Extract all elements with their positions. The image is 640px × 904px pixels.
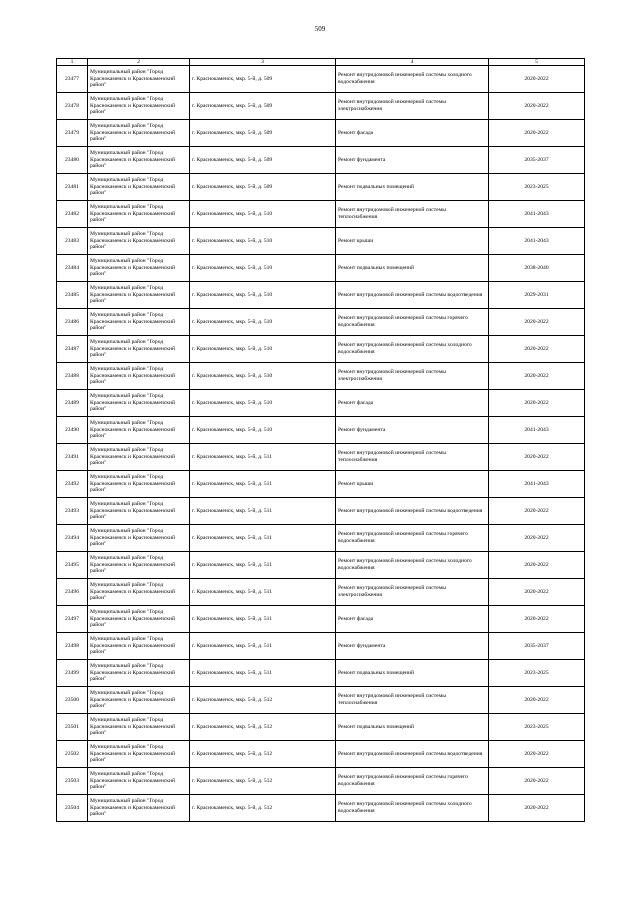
address-cell: г. Краснокаменск, мкр. 5-й, д. 510 (190, 309, 336, 336)
table-row (57, 660, 585, 687)
period-cell: 2020-2022 (489, 309, 585, 336)
row-number-cell: 23488 (57, 363, 88, 390)
municipality-cell: Муниципальный район "Город Краснокаменск и Краснокаменский район" (88, 228, 190, 255)
work-type-cell: Ремонт крыши (336, 228, 489, 255)
address-cell: г. Краснокаменск, мкр. 5-й, д. 510 (190, 255, 336, 282)
row-number-cell: 23495 (57, 552, 88, 579)
table-row (57, 93, 585, 120)
period-cell: 2041-2043 (489, 201, 585, 228)
municipality-cell: Муниципальный район "Город Краснокаменск и Краснокаменский район" (88, 66, 190, 93)
municipality-cell: Муниципальный район "Город Краснокаменск и Краснокаменский район" (88, 552, 190, 579)
row-number-cell: 23496 (57, 579, 88, 606)
work-type-cell: Ремонт фундамента (336, 633, 489, 660)
row-number-cell: 23483 (57, 228, 88, 255)
municipality-cell: Муниципальный район "Город Краснокаменск и Краснокаменский район" (88, 471, 190, 498)
address-cell: г. Краснокаменск, мкр. 5-й, д. 509 (190, 147, 336, 174)
municipality-cell: Муниципальный район "Город Краснокаменск и Краснокаменский район" (88, 741, 190, 768)
municipality-cell: Муниципальный район "Город Краснокаменск и Краснокаменский район" (88, 687, 190, 714)
row-number-cell: 23479 (57, 120, 88, 147)
address-cell: г. Краснокаменск, мкр. 5-й, д. 511 (190, 552, 336, 579)
municipality-cell: Муниципальный район "Город Краснокаменск и Краснокаменский район" (88, 579, 190, 606)
table-row (57, 498, 585, 525)
table-row (57, 336, 585, 363)
row-number-cell: 23502 (57, 741, 88, 768)
address-cell: г. Краснокаменск, мкр. 5-й, д. 511 (190, 471, 336, 498)
address-cell: г. Краснокаменск, мкр. 5-й, д. 512 (190, 687, 336, 714)
municipality-cell: Муниципальный район "Город Краснокаменск и Краснокаменский район" (88, 282, 190, 309)
period-cell: 2020-2022 (489, 390, 585, 417)
period-cell: 2041-2043 (489, 228, 585, 255)
column-header: 3 (190, 59, 336, 66)
municipality-cell: Муниципальный район "Город Краснокаменск и Краснокаменский район" (88, 255, 190, 282)
work-type-cell: Ремонт внутридомовой инженерной системы холодного водоснабжения (336, 336, 489, 363)
table-row (57, 768, 585, 795)
period-cell: 2041-2043 (489, 417, 585, 444)
work-type-cell: Ремонт внутридомовой инженерной системы теплоснабжения (336, 444, 489, 471)
municipality-cell: Муниципальный район "Город Краснокаменск и Краснокаменский район" (88, 309, 190, 336)
address-cell: г. Краснокаменск, мкр. 5-й, д. 512 (190, 741, 336, 768)
period-cell: 2020-2022 (489, 66, 585, 93)
row-number-cell: 23493 (57, 498, 88, 525)
period-cell: 2023-2025 (489, 174, 585, 201)
municipality-cell: Муниципальный район "Город Краснокаменск и Краснокаменский район" (88, 660, 190, 687)
period-cell: 2020-2022 (489, 498, 585, 525)
work-type-cell: Ремонт подвальных помещений (336, 174, 489, 201)
period-cell: 2020-2022 (489, 93, 585, 120)
row-number-cell: 23486 (57, 309, 88, 336)
table-row (57, 147, 585, 174)
repair-schedule-table (56, 58, 585, 822)
period-cell: 2035-2037 (489, 633, 585, 660)
period-cell: 2020-2022 (489, 606, 585, 633)
municipality-cell: Муниципальный район "Город Краснокаменск и Краснокаменский район" (88, 444, 190, 471)
work-type-cell: Ремонт фундамента (336, 147, 489, 174)
row-number-cell: 23491 (57, 444, 88, 471)
address-cell: г. Краснокаменск, мкр. 5-й, д. 510 (190, 201, 336, 228)
table-row (57, 66, 585, 93)
municipality-cell: Муниципальный район "Город Краснокаменск и Краснокаменский район" (88, 498, 190, 525)
address-cell: г. Краснокаменск, мкр. 5-й, д. 510 (190, 417, 336, 444)
work-type-cell: Ремонт подвальных помещений (336, 255, 489, 282)
row-number-cell: 23501 (57, 714, 88, 741)
municipality-cell: Муниципальный район "Город Краснокаменск и Краснокаменский район" (88, 390, 190, 417)
work-type-cell: Ремонт внутридомовой инженерной системы водоотведения (336, 741, 489, 768)
address-cell: г. Краснокаменск, мкр. 5-й, д. 512 (190, 714, 336, 741)
municipality-cell: Муниципальный район "Город Краснокаменск и Краснокаменский район" (88, 120, 190, 147)
work-type-cell: Ремонт внутридомовой инженерной системы водоотведения (336, 498, 489, 525)
row-number-cell: 23487 (57, 336, 88, 363)
work-type-cell: Ремонт фундамента (336, 417, 489, 444)
row-number-cell: 23499 (57, 660, 88, 687)
municipality-cell: Муниципальный район "Город Краснокаменск и Краснокаменский район" (88, 147, 190, 174)
row-number-cell: 23498 (57, 633, 88, 660)
municipality-cell: Муниципальный район "Город Краснокаменск и Краснокаменский район" (88, 606, 190, 633)
table-row (57, 309, 585, 336)
address-cell: г. Краснокаменск, мкр. 5-й, д. 509 (190, 120, 336, 147)
row-number-cell: 23492 (57, 471, 88, 498)
table-row (57, 525, 585, 552)
work-type-cell: Ремонт внутридомовой инженерной системы холодного водоснабжения (336, 66, 489, 93)
row-number-cell: 23500 (57, 687, 88, 714)
address-cell: г. Краснокаменск, мкр. 5-й, д. 510 (190, 282, 336, 309)
table-row (57, 741, 585, 768)
address-cell: г. Краснокаменск, мкр. 5-й, д. 511 (190, 660, 336, 687)
table-row (57, 687, 585, 714)
work-type-cell: Ремонт фасада (336, 120, 489, 147)
address-cell: г. Краснокаменск, мкр. 5-й, д. 509 (190, 174, 336, 201)
row-number-cell: 23481 (57, 174, 88, 201)
period-cell: 2023-2025 (489, 660, 585, 687)
table-row (57, 606, 585, 633)
table-row (57, 228, 585, 255)
period-cell: 2020-2022 (489, 687, 585, 714)
table-row (57, 579, 585, 606)
row-number-cell: 23484 (57, 255, 88, 282)
address-cell: г. Краснокаменск, мкр. 5-й, д. 512 (190, 795, 336, 822)
work-type-cell: Ремонт внутридомовой инженерной системы горячего водоснабжения (336, 768, 489, 795)
municipality-cell: Муниципальный район "Город Краснокаменск и Краснокаменский район" (88, 417, 190, 444)
table-row (57, 552, 585, 579)
table-row (57, 633, 585, 660)
address-cell: г. Краснокаменск, мкр. 5-й, д. 510 (190, 390, 336, 417)
table-body (57, 66, 585, 822)
period-cell: 2029-2031 (489, 282, 585, 309)
address-cell: г. Краснокаменск, мкр. 5-й, д. 511 (190, 525, 336, 552)
municipality-cell: Муниципальный район "Город Краснокаменск и Краснокаменский район" (88, 714, 190, 741)
address-cell: г. Краснокаменск, мкр. 5-й, д. 511 (190, 606, 336, 633)
row-number-cell: 23503 (57, 768, 88, 795)
row-number-cell: 23490 (57, 417, 88, 444)
address-cell: г. Краснокаменск, мкр. 5-й, д. 512 (190, 768, 336, 795)
table-row (57, 120, 585, 147)
period-cell: 2023-2025 (489, 714, 585, 741)
municipality-cell: Муниципальный район "Город Краснокаменск и Краснокаменский район" (88, 174, 190, 201)
row-number-cell: 23497 (57, 606, 88, 633)
work-type-cell: Ремонт крыши (336, 471, 489, 498)
table-row (57, 444, 585, 471)
municipality-cell: Муниципальный район "Город Краснокаменск и Краснокаменский район" (88, 768, 190, 795)
row-number-cell: 23494 (57, 525, 88, 552)
table-row (57, 390, 585, 417)
work-type-cell: Ремонт внутридомовой инженерной системы теплоснабжения (336, 201, 489, 228)
row-number-cell: 23477 (57, 66, 88, 93)
column-header: 2 (88, 59, 190, 66)
row-number-cell: 23482 (57, 201, 88, 228)
period-cell: 2020-2022 (489, 768, 585, 795)
table-row (57, 255, 585, 282)
period-cell: 2020-2022 (489, 525, 585, 552)
work-type-cell: Ремонт внутридомовой инженерной системы электроснабжения (336, 363, 489, 390)
address-cell: г. Краснокаменск, мкр. 5-й, д. 510 (190, 228, 336, 255)
table-row (57, 471, 585, 498)
work-type-cell: Ремонт внутридомовой инженерной системы холодного водоснабжения (336, 795, 489, 822)
work-type-cell: Ремонт фасада (336, 606, 489, 633)
work-type-cell: Ремонт внутридомовой инженерной системы холодного водоснабжения (336, 552, 489, 579)
table-row (57, 795, 585, 822)
municipality-cell: Муниципальный район "Город Краснокаменск и Краснокаменский район" (88, 336, 190, 363)
table-row (57, 363, 585, 390)
table-row (57, 714, 585, 741)
work-type-cell: Ремонт внутридомовой инженерной системы электроснабжения (336, 579, 489, 606)
address-cell: г. Краснокаменск, мкр. 5-й, д. 511 (190, 633, 336, 660)
period-cell: 2020-2022 (489, 336, 585, 363)
row-number-cell: 23489 (57, 390, 88, 417)
address-cell: г. Краснокаменск, мкр. 5-й, д. 511 (190, 579, 336, 606)
work-type-cell: Ремонт фасада (336, 390, 489, 417)
period-cell: 2020-2022 (489, 795, 585, 822)
period-cell: 2020-2022 (489, 444, 585, 471)
work-type-cell: Ремонт подвальных помещений (336, 660, 489, 687)
page-number: 509 (314, 25, 326, 33)
work-type-cell: Ремонт внутридомовой инженерной системы горячего водоснабжения (336, 525, 489, 552)
row-number-cell: 23480 (57, 147, 88, 174)
table-row (57, 201, 585, 228)
address-cell: г. Краснокаменск, мкр. 5-й, д. 510 (190, 336, 336, 363)
work-type-cell: Ремонт внутридомовой инженерной системы электроснабжения (336, 93, 489, 120)
period-cell: 2020-2022 (489, 579, 585, 606)
work-type-cell: Ремонт внутридомовой инженерной системы теплоснабжения (336, 687, 489, 714)
address-cell: г. Краснокаменск, мкр. 5-й, д. 511 (190, 444, 336, 471)
table-row (57, 417, 585, 444)
column-header: 1 (57, 59, 88, 66)
period-cell: 2038-2040 (489, 255, 585, 282)
period-cell: 2020-2022 (489, 741, 585, 768)
column-number-row (57, 59, 585, 66)
period-cell: 2035-2037 (489, 147, 585, 174)
table-row (57, 282, 585, 309)
municipality-cell: Муниципальный район "Город Краснокаменск и Краснокаменский район" (88, 363, 190, 390)
address-cell: г. Краснокаменск, мкр. 5-й, д. 509 (190, 66, 336, 93)
row-number-cell: 23485 (57, 282, 88, 309)
period-cell: 2041-2043 (489, 471, 585, 498)
column-header: 5 (489, 59, 585, 66)
row-number-cell: 23504 (57, 795, 88, 822)
municipality-cell: Муниципальный район "Город Краснокаменск и Краснокаменский район" (88, 93, 190, 120)
municipality-cell: Муниципальный район "Город Краснокаменск и Краснокаменский район" (88, 633, 190, 660)
work-type-cell: Ремонт внутридомовой инженерной системы горячего водоснабжения (336, 309, 489, 336)
column-header: 4 (336, 59, 489, 66)
row-number-cell: 23478 (57, 93, 88, 120)
address-cell: г. Краснокаменск, мкр. 5-й, д. 511 (190, 498, 336, 525)
address-cell: г. Краснокаменск, мкр. 5-й, д. 509 (190, 93, 336, 120)
address-cell: г. Краснокаменск, мкр. 5-й, д. 510 (190, 363, 336, 390)
municipality-cell: Муниципальный район "Город Краснокаменск и Краснокаменский район" (88, 525, 190, 552)
municipality-cell: Муниципальный район "Город Краснокаменск и Краснокаменский район" (88, 201, 190, 228)
table-row (57, 174, 585, 201)
period-cell: 2020-2022 (489, 120, 585, 147)
municipality-cell: Муниципальный район "Город Краснокаменск и Краснокаменский район" (88, 795, 190, 822)
period-cell: 2020-2022 (489, 552, 585, 579)
work-type-cell: Ремонт подвальных помещений (336, 714, 489, 741)
work-type-cell: Ремонт внутридомовой инженерной системы водоотведения (336, 282, 489, 309)
period-cell: 2020-2022 (489, 363, 585, 390)
